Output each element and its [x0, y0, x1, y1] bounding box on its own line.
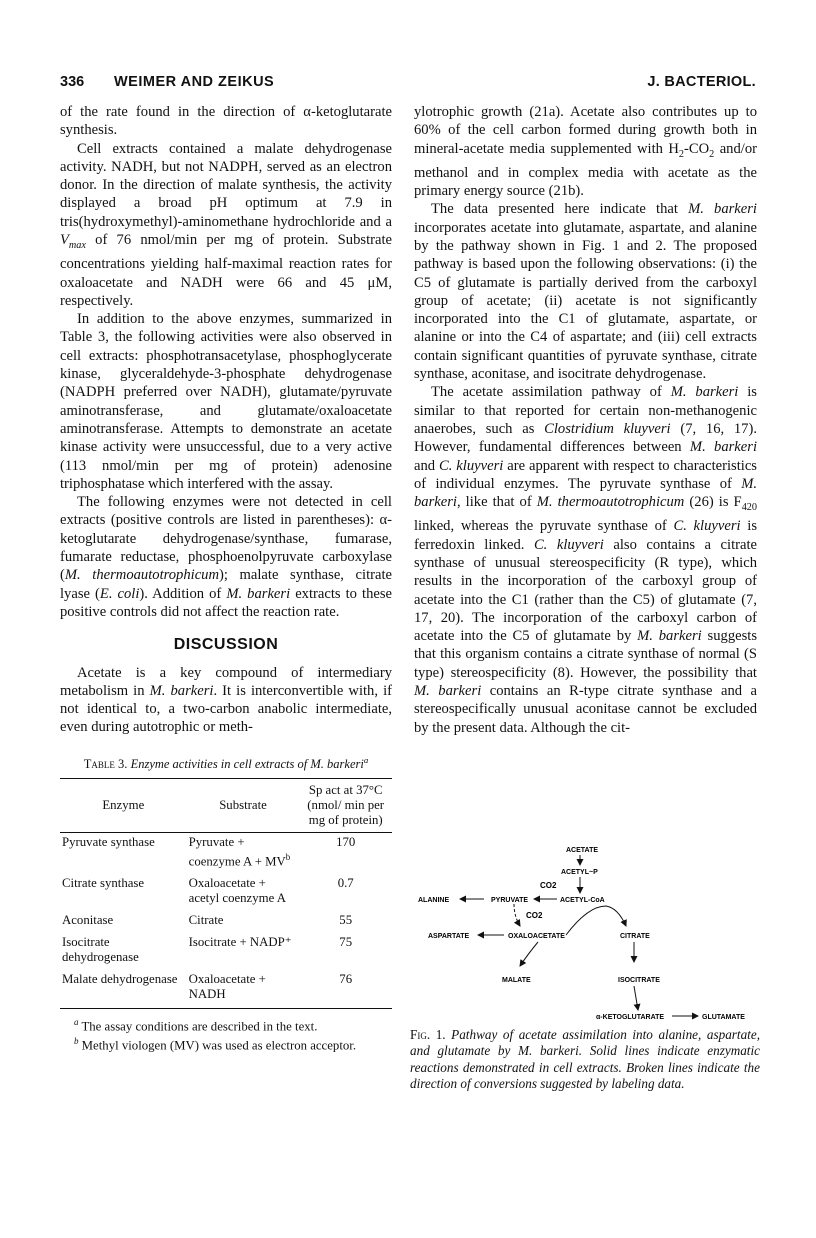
enzyme-cell: Citrate synthase — [62, 876, 145, 891]
label-co2-top: CO2 — [540, 881, 557, 890]
left-column — [60, 103, 392, 1054]
table-row — [60, 832, 392, 874]
table-row — [60, 933, 392, 970]
substrate-cell: Citrate — [188, 913, 224, 928]
substrate-cell: Pyruvate + coenzyme $A + MV^b$ — [188, 834, 291, 869]
figure-caption: Fig. 1. Pathway of acetate assimilation into alanine, aspartate, and glutamate by M. barkeri. Solid lines indicate enzymatic reactions demonstrated in cell extracts. Broken lines indicate the direction of conversions suggested by labeling data. — [410, 1027, 760, 1091]
pathway-diagram-lower — [410, 974, 760, 1026]
activity-cell: 0.7 — [337, 876, 354, 891]
table-row — [60, 970, 392, 1009]
pathway-diagram — [410, 838, 760, 978]
table-header-row — [60, 778, 392, 832]
table-footnote-a: $^a$ The assay conditions are described in the text. — [74, 1017, 318, 1034]
label-oxaloacetate: OXALOACETATE — [508, 933, 565, 940]
label-malate: MALATE — [502, 977, 531, 984]
arrow-oxaloacetate-to-malate — [520, 942, 538, 966]
activity-cell: 76 — [339, 972, 353, 987]
label-pyruvate: PYRUVATE — [491, 897, 529, 904]
page-number: 336 — [60, 74, 85, 90]
enzyme-cell: Pyruvate synthase — [62, 834, 155, 849]
label-co2-mid: CO2 — [526, 911, 543, 920]
label-ketoglutarate: α-KETOGLUTARATE — [596, 1014, 665, 1021]
paragraph-not-detected: The following enzymes were not detected in cell extracts (positive controls are listed in parentheses): α-ketoglutarate dehydrogenase/synthase, fumarase, fumarate reductase, phosphoenolpyruvate carboxylase (M. thermoautotrophicum); malate synthase, citrate lyase (E. coli). Addition of M. barkeri extracts to these positive controls did not affect the reaction rate. — [60, 494, 392, 620]
label-acetyl-p: ACETYL~P — [561, 869, 598, 876]
paragraph-discussion: Acetate is a key compound of intermediary metabolism in M. barkeri. It is interconvertible with, if not identical to, a two-carbon anabolic intermediate, even during autotrophic or meth- — [60, 664, 392, 736]
column-header: Substrate — [219, 797, 267, 812]
enzyme-cell: Malate dehydrogenase — [62, 972, 178, 987]
column-header: Enzyme — [102, 797, 145, 812]
paragraph-malate-dehydrogenase: Cell extracts contained a malate dehydrogenase activity. NADH, but not NADPH, served as an electron donor. In the direction of malate synthesis, the activity displayed a broad pH optimum at 7.9 in tris(hydroxymethyl)-aminomethane hydrochloride and a $V_{max}$ of 76 nmol/min per mg of protein. Substrate concentrations yielding half-maximal reaction rates for oxaloacetate and NADH were 66 and 45 μM, respectively. — [60, 140, 392, 309]
table-row — [60, 911, 392, 933]
arrow-pyruvate-to-oxaloacetate-dashed — [514, 904, 520, 926]
label-glutamate: GLUTAMATE — [702, 1014, 745, 1021]
right-column — [414, 103, 757, 737]
substrate-cell: Oxaloacetate + acetyl coenzyme A — [188, 876, 286, 906]
activity-cell: 75 — [339, 935, 353, 950]
label-aspartate: ASPARTATE — [428, 933, 470, 940]
substrate-cell: Isocitrate + NADP⁺ — [188, 935, 292, 950]
paragraph-comparison: The acetate assimilation pathway of M. barkeri is similar to that reported for certain non-methanogenic anaerobes, such as Clostridium kluyveri (7, 16, 17). However, fundamental differences between M. barkeri and C. kluyveri are apparent with respect to characteristics of individual enzymes. The pyruvate synthase of M. barkeri, like that of M. thermoautotrophicum (26) is $F_{420}$ linked, whereas the pyruvate synthase of C. kluyveri is ferredoxin linked. C. kluyveri also contains a citrate synthase of unusual stereospecificity (R type), which results in the incorporation of the carboxyl group of acetate into the C1 (rather than the C5) of glutamate (7, 17, 20). The incorporation of the carboxyl carbon of acetate into the C5 of glutamate by M. barkeri suggests that this organism contains a citrate synthase of normal (S type) stereospecificity (8). However, the possibility that M. barkeri contains an R-type citrate synthase and a stereospecifically unusual aconitase cannot be excluded by the present data. Although the cit- — [414, 384, 758, 736]
label-acetate: ACETATE — [566, 847, 599, 854]
section-heading-discussion: DISCUSSION — [173, 636, 279, 654]
arrow-to-citrate — [566, 906, 626, 935]
paragraph: ylotrophic growth (21a). Acetate also contributes up to 60% of the cell carbon formed during growth both in mineral-acetate media supplemented with $H_2-CO_2$ and/or methanol and in complex media with acetate as the primary energy source (21b). — [414, 104, 757, 200]
arrow-isocitrate-to-ketoglutarate — [634, 986, 638, 1010]
table-caption: Table 3. Enzyme activities in cell extracts of M. barkeri$^a$ — [83, 754, 369, 771]
label-alanine: ALANINE — [418, 897, 450, 904]
table-row — [60, 874, 392, 911]
activity-cell: 170 — [336, 834, 356, 849]
paragraph: of the rate found in the direction of α-ketoglutarate synthesis. — [60, 104, 392, 139]
substrate-cell: Oxaloacetate + NADH — [188, 972, 266, 1002]
figure-1 — [410, 838, 760, 1091]
paragraph-pathway-evidence: The data presented here indicate that M. barkeri incorporates acetate into glutamate, aspartate, and alanine by the pathway shown in Fig. 1 and 2. The proposed pathway is based upon the following observations: (i) the C5 of glutamate is partially derived from the carboxyl group of acetate; (ii) acetate is not significantly incorporated into the C1 of glutamate, aspartate, or alanine or into the C4 of aspartate; and (iii) cell extracts contain significant quantities of pyruvate synthase, citrate synthase, aconitase, and isocitrate dehydrogenase. — [414, 201, 757, 383]
table-footnote-b: $^b$ Methyl viologen (MV) was used as electron acceptor. — [74, 1036, 357, 1053]
label-citrate: CITRATE — [620, 933, 650, 940]
running-header — [60, 74, 756, 96]
enzyme-activity-table — [60, 778, 392, 1009]
enzyme-cell: Isocitrate dehydrogenase — [62, 935, 139, 965]
paragraph-other-activities: In addition to the above enzymes, summarized in Table 3, the following activities were also observed in cell extracts: phosphotransacetylase, phosphoglycerate kinase, glyceraldehyde-3-phosphate dehydrogenase (NADPH preferred over NADH), glutamate/pyruvate aminotransferase, and glutamate/oxaloacetate aminotransferase. Attempts to demonstrate an acetate kinase activity were unsuccessful, due to a very active (113 nmol/min per mg of protein) adenosine triphosphatase which interfered with the assay. — [60, 311, 392, 492]
journal-name: J. BACTERIOL. — [647, 74, 756, 90]
activity-cell: 55 — [339, 913, 353, 928]
label-acetyl-coa: ACETYL-CoA — [560, 897, 605, 904]
label-isocitrate: ISOCITRATE — [618, 977, 660, 984]
enzyme-cell: Aconitase — [62, 913, 114, 928]
running-authors: WEIMER AND ZEIKUS — [114, 74, 275, 90]
column-header: Sp act at 37°C (nmol/ min per mg of protein) — [307, 782, 385, 827]
